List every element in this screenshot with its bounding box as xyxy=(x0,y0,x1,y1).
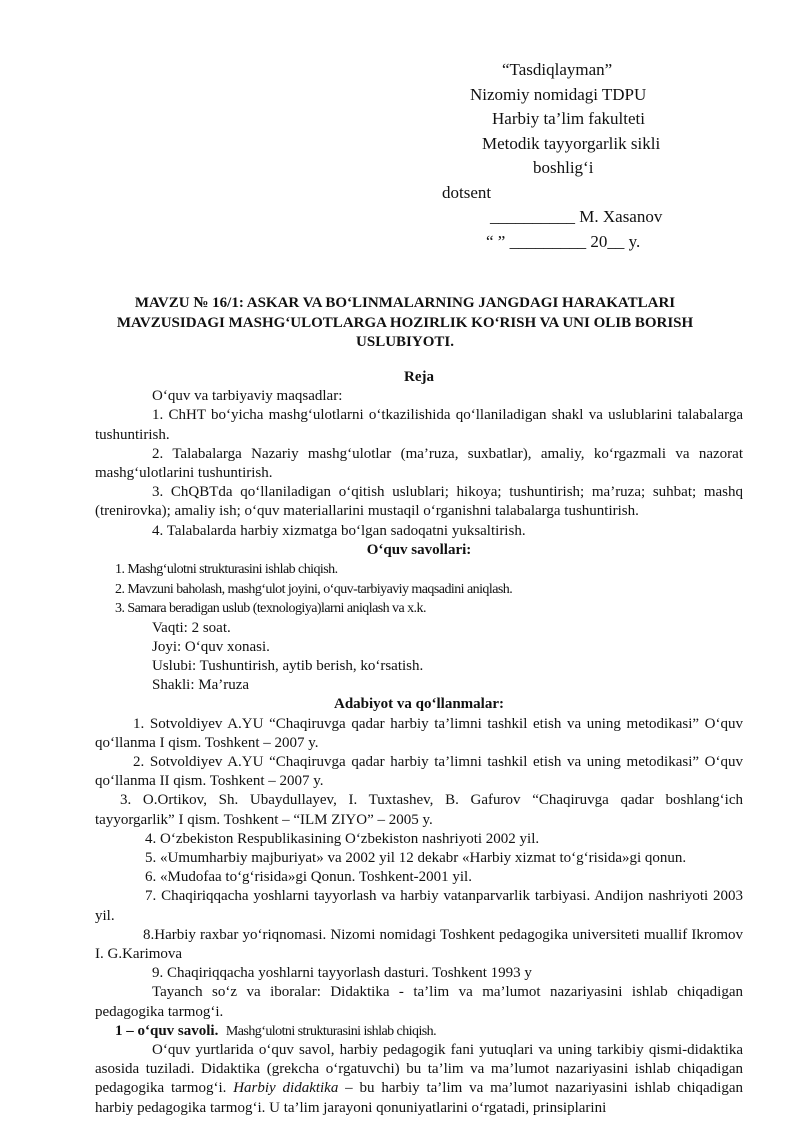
approval-institution: Nizomiy nomidagi TDPU xyxy=(470,84,647,104)
question-item: 3. Samara beradigan uslub (texnologiya)larni aniqlash va x.k. xyxy=(115,601,426,617)
approval-heading: “Tasdiqlayman” xyxy=(502,60,613,79)
approval-block xyxy=(440,58,700,254)
literature-item: 9. Chaqiriqqacha yoshlarni tayyorlash dasturi. Toshkent 1993 y xyxy=(152,965,532,982)
questions-heading: O‘quv savollari: xyxy=(366,541,472,558)
section1-para-end: – bu harbiy ta’lim va ma’lumot nazariyasini ishlab chiqadigan harbiy pedagogika tarmog‘i. U ta’lim jarayoni qonuniyatlarini o‘rgatadi, prinsiplarini xyxy=(95,1080,743,1116)
section1-para-start: O‘quv yurtlarida o‘quv savol, harbiy pedagogik fani yutuqlari va uning tarkibiy qismi-didaktika asosida tuziladi. Didaktika (grekcha o‘rgatuvchi) bu ta’lim va ma’lumot nazariyasini ishlab chiqadigan pedagogika tarmog‘i. xyxy=(95,1042,743,1097)
literature-item: 2. Sotvoldiyev A.YU “Chaqiruvga qadar harbiy ta’limni tashkil etish va uning metodikasi” O‘quv qo‘llanma II qism. Toshkent – 2007 y. xyxy=(95,753,743,790)
literature-item: 6. «Mudofaa to‘g‘risida»gi Qonun. Toshkent-2001 yil. xyxy=(145,869,472,886)
literature-item: 1. Sotvoldiyev A.YU “Chaqiruvga qadar harbiy ta’limni tashkil etish va uning metodikasi” O‘quv qo‘llanma I qism. Toshkent – 2007 y. xyxy=(95,715,743,751)
approval-rank: dotsent xyxy=(442,182,492,202)
section1-heading xyxy=(95,1022,743,1041)
question-item: 1. Mashg‘ulotni strukturasini ishlab chiqish. xyxy=(115,562,338,578)
plan-item: 2. Talabalarga Nazariy mashg‘ulotlar (ma’ruza, suxbatlar), amaliy, ko‘rgazmali va nazorat mashg‘ulotlarini tushuntirish. xyxy=(95,445,743,482)
section1-label: 1 – o‘quv savoli xyxy=(115,1022,215,1039)
approval-signature: __________ M. Xasanov xyxy=(490,207,663,226)
section1-topic: Mashg‘ulotni strukturasini ishlab chiqish. xyxy=(225,1023,437,1039)
plan-heading: Reja xyxy=(404,369,434,385)
detail-time: Vaqti: 2 soat. xyxy=(152,619,231,636)
approval-faculty: Harbiy ta’lim fakulteti xyxy=(492,109,645,128)
literature-item: 4. O‘zbekiston Respublikasining O‘zbekiston nashriyoti 2002 yil. xyxy=(145,830,540,847)
literature-item: 5. «Umumharbiy majburiyat» va 2002 yil 12 dekabr «Harbiy xizmat to‘g‘risida»gi qonun. xyxy=(145,849,687,866)
detail-method: Uslubi: Tushuntirish, aytib berish, ko‘rsatish. xyxy=(152,657,424,674)
plan-item: 3. ChQBTda qo‘llaniladigan o‘qitish uslublari; hikoya; tushuntirish; ma’ruza; suhbat; mashq (trenirovka); amaliy ish; o‘quv materiallarini mustaqil o‘rganishni talabalarga tushuntirish. xyxy=(95,484,743,520)
literature-heading: Adabiyot va qo‘llanmalar: xyxy=(333,696,504,713)
literature-item: 8.Harbiy raxbar yo‘riqnomasi. Nizomi nomidagi Toshkent pedagogika universiteti muallif Ikromov I. G.Karimova xyxy=(95,926,743,962)
approval-date: “ ” _________ 20__ y. xyxy=(486,231,641,251)
plan-intro: O‘quv va tarbiyaviy maqsadlar: xyxy=(152,388,343,405)
document-title: MAVZU № 16/1: ASKAR VA BO‘LINMALARNING JANGDAGI HARAKATLARI MAVZUSIDAGI MASHG‘ULOTLARGA HOZIRLIK KO‘RISH VA UNI OLIB BORISH USLUBIYOTI. xyxy=(116,295,694,350)
section1-paragraph xyxy=(95,1041,743,1118)
detail-place: Joyi: O‘quv xonasi. xyxy=(152,638,270,655)
section1-label-dot: . xyxy=(214,1022,219,1039)
detail-form: Shakli: Ma’ruza xyxy=(152,677,250,694)
approval-department: Metodik tayyorgarlik sikli xyxy=(482,133,661,153)
document-body xyxy=(95,368,743,1118)
keywords-paragraph: Tayanch so‘z va iboralar: Didaktika - ta’lim va ma’lumot nazariyasini ishlab chiqadigan pedagogika tarmog‘i. xyxy=(95,984,743,1020)
approval-position: boshlig‘i xyxy=(533,158,594,177)
plan-item: 4. Talabalarda harbiy xizmatga bo‘lgan sadoqatni yuksaltirish. xyxy=(152,522,526,539)
plan-item: 1. ChHT bo‘yicha mashg‘ulotlarni o‘tkazilishida qo‘llaniladigan shakl va uslublarini talabalarga tushuntirish. xyxy=(95,407,743,443)
question-item: 2. Mavzuni baholash, mashg‘ulot joyini, o‘quv-tarbiyaviy maqsadini aniqlash. xyxy=(115,581,513,597)
section1-para-italic: Harbiy didaktika xyxy=(233,1080,339,1097)
literature-item: 7. Chaqiriqqacha yoshlarni tayyorlash va harbiy vatanparvarlik tarbiyasi. Andijon nashriyoti 2003 yil. xyxy=(95,888,743,924)
literature-item: 3. O.Ortikov, Sh. Ubaydullayev, I. Tuxtashev, B. Gafurov “Chaqiruvga qadar boshlang‘ich tayyorgarlik” I qism. Toshkent – “ILM ZIYO” – 2005 y. xyxy=(95,792,743,828)
